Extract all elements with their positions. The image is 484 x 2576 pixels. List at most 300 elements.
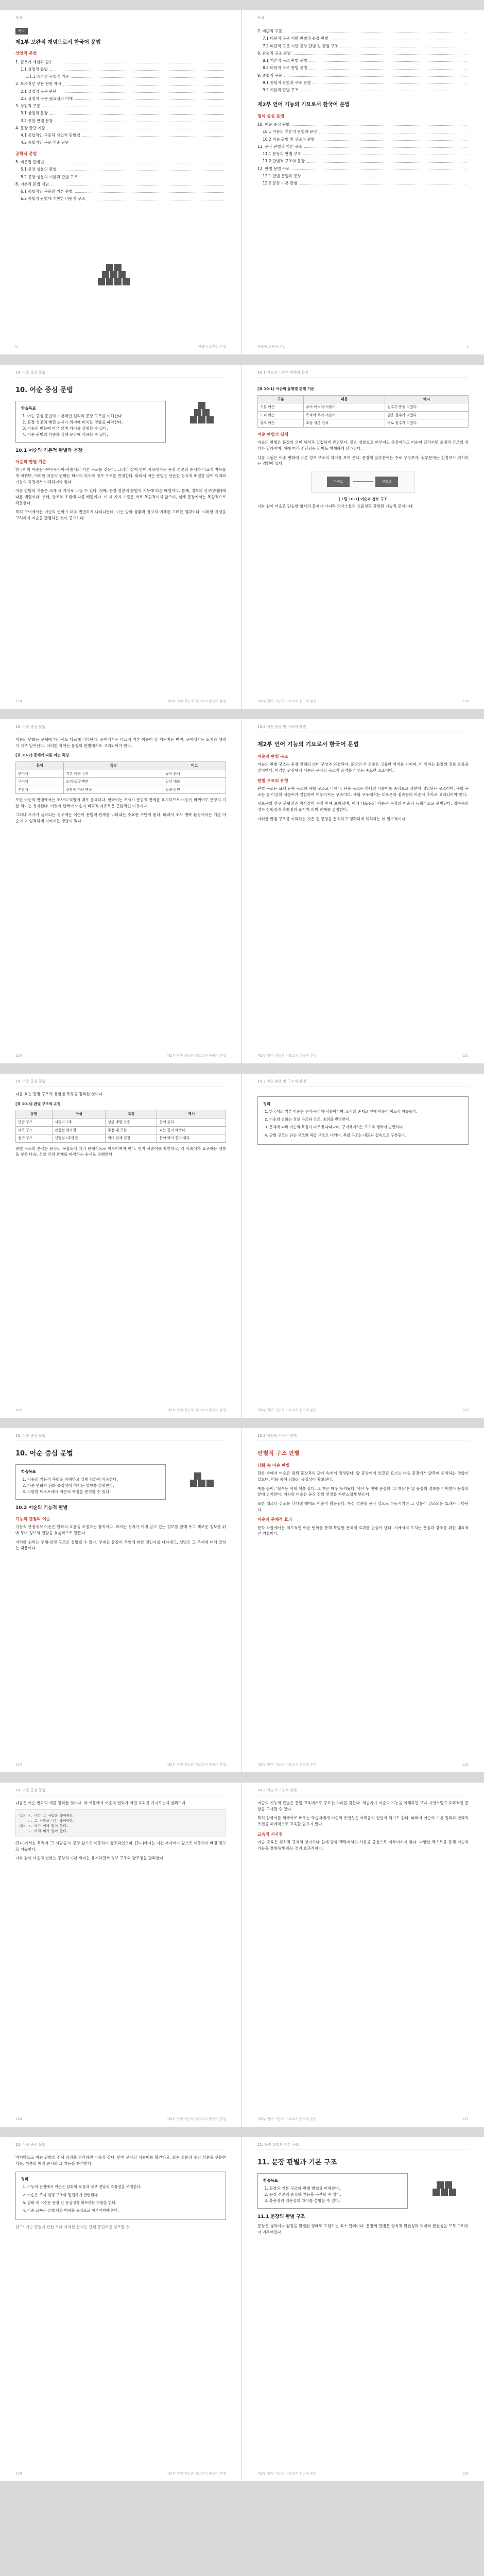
toc-leader-dots <box>46 159 224 163</box>
toc-item-label: 2.2 상업적 구문 필요성의 이해 <box>21 96 73 101</box>
toc-item <box>15 95 226 103</box>
table-cell: 도치·생략 빈번 <box>64 778 163 786</box>
figure-box: 신정보 <box>375 477 398 487</box>
paragraph: 문학 작품에서는 의도적인 어순 변화를 통해 특별한 문체적 효과를 만들어 낸다. 시에서의 도치는 운율과 강조를 위한 대표적인 기법이다. <box>257 1525 469 1536</box>
summary-title: 정리 <box>263 1101 270 1106</box>
page-footer: 제2부 언어 기능의 기요로서 한국어 문법 127 <box>257 2116 469 2121</box>
toc-leader-dots <box>292 165 466 170</box>
paragraph: 특히 한국어를 외국어로 배우는 학습자에게 어순의 유연성은 어려움의 원인이 되기도 한다. 따라서 어순의 기본 원리와 변화의 조건을 체계적으로 교육할 필요가 있다. <box>257 1816 469 1826</box>
toc-item <box>15 159 226 166</box>
note: 참고: 어순 판별에 관한 보다 자세한 논의는 관련 문법서를 참조할 것. <box>15 2225 131 2230</box>
table-header-row <box>16 762 226 770</box>
spread-ch10-e <box>0 1783 484 2127</box>
paragraph: 이와 같이 어순의 변화는 문장의 기본 의미는 유지하면서 정보 구조와 강조점을 달리한다. <box>15 1856 165 1861</box>
table-row <box>16 778 226 786</box>
running-header: 10.2 어순 판별 및 구조적 판별 <box>257 724 469 732</box>
table-header-cell: 특징 <box>64 762 163 770</box>
toc-list <box>15 159 226 203</box>
paragraph: 내포문의 경우 관형절과 명사절이 주절 안에 포함되며, 이때 내포문의 어순은 주절의 어순과 독립적으로 판별된다. 접속문의 경우 선행절과 후행절의 순서가 의미 관계를 결정한다. <box>257 801 469 812</box>
paragraph: 문장은 생각이나 감정을 완결된 형태로 표현하는 최소 단위이다. 문장의 판별은 형식적 완결성과 의미적 완결성을 모두 고려하여 이루어진다. <box>257 2224 469 2234</box>
subsection-heading: 어순과 판별 구조 <box>257 754 288 759</box>
example-line: (1) ㄱ. 나는 그 사람을 좋아한다. <box>19 1813 75 1818</box>
paragraph: 한국어의 어순은 주어-목적어-서술어의 기본 구조를 갖는다. 그러나 실제 언어 사용에서는 문장 성분의 순서가 비교적 자유롭게 바뀌며, 이러한 어순의 변화는 화자의 의도와 정보 구조를 반영한다. 따라서 어순 판별은 단순한 형식적 배열을 넘어 의미와 기능의 측면에서 이해되어야 한다. <box>15 467 226 484</box>
toc-item <box>257 180 469 187</box>
toc-leader-dots <box>71 139 224 144</box>
toc-item <box>257 165 469 173</box>
toc-leader-dots <box>71 73 224 78</box>
page-footer: 제2부 언어 기능의 기요로서 한국어 문법 129 <box>257 2471 469 2476</box>
learning-goals <box>257 2173 408 2209</box>
paragraph: 또한 어순의 판별에서는 조사의 역할이 매우 중요하다. 한국어는 조사가 문법적 관계를 표시하므로 어순이 바뀌어도 문장의 기본 의미는 유지된다. 이것이 한국어 어순이 비교적 자유로운 근본적인 이유이다. <box>15 798 226 808</box>
page-123 <box>242 1074 484 1418</box>
toc-leader-dots <box>87 195 224 200</box>
table-cell: 목적어-주어-서술어 <box>304 411 385 419</box>
paragraph: 다음은 어순 변화의 예를 정리한 것이다. 각 예문에서 어순의 변화가 어떤 효과를 가져오는지 살펴보자. <box>15 1801 187 1805</box>
list-item: 2. 문장 성분의 배열 순서가 의미에 미치는 영향을 파악한다. <box>27 419 160 426</box>
paragraph: 특히 구어에서는 어순의 변화가 더욱 빈번하게 나타나는데, 이는 발화 상황과 청자의 이해를 고려한 결과이다. 이러한 특성을 고려하여 어순을 판별하는 것이 중요하다. <box>15 510 226 520</box>
table-header-cell: 비고 <box>163 762 226 770</box>
toc-item-label: 9.1 종합적 판별과 구조 판별 <box>263 80 311 85</box>
list-item: 3. 담화 속 어순은 문장 간 응집성을 확보하는 역할을 한다. <box>27 2200 220 2206</box>
page-129 <box>242 2137 484 2481</box>
page-footer: 제2부 언어 기능의 기요로서 한국어 문법 119 <box>257 699 469 703</box>
running-header: 10. 어순 중심 문법 <box>15 1433 226 1441</box>
toc-item-label: 1.1.1 종류별 문법적 기준 <box>26 74 70 79</box>
toc-item <box>15 188 226 195</box>
toc-leader-dots <box>59 88 224 93</box>
toc-leader-dots <box>293 50 466 55</box>
toc-item-label: 8.2 비판적 구조 판별 문법 <box>263 65 307 71</box>
paragraph: 이와 같이 어순은 단순한 형식의 문제가 아니라 의사소통의 효율성과 관련된 기능적 문제이다. <box>257 503 414 509</box>
table-row <box>16 770 226 778</box>
page-122 <box>0 1074 242 1418</box>
toc-leader-dots <box>309 57 466 62</box>
paragraph: 어순의 변화는 문체에 따라서도 다르게 나타난다. 문어에서는 비교적 기본 어순이 잘 지켜지는 반면, 구어에서는 도치와 생략이 자주 일어난다. 이러한 차이는 문장의 판별에서도 고려되어야 한다. <box>15 737 226 748</box>
toc-item-label: 11.2 판별적 구조와 문장 <box>263 159 305 164</box>
toc-leader-dots <box>55 117 224 122</box>
toc-item <box>15 117 226 125</box>
running-header: 10. 어순 중심 문법 <box>15 1079 226 1087</box>
toc-leader-dots <box>301 87 466 91</box>
table-header-cell: 문체 <box>16 762 64 770</box>
list-item: 3. 문체에 따라 어순의 특징이 다르게 나타나며, 구어체에서는 도치와 생략이 빈번하다. <box>269 1124 463 1130</box>
spread-toc <box>0 10 484 354</box>
toc-item-label: 7. 비판적 구문 <box>257 29 283 33</box>
page-125 <box>242 1428 484 1772</box>
table-cell: 바로 철수가 먹었다. <box>385 419 469 428</box>
toc-item-label: 4.1 종합적인 구문과 상업적 판별법 <box>21 133 80 138</box>
example-line: ㄴ. 그 사람을 나는 좋아한다. <box>19 1818 75 1823</box>
toc-leader-dots <box>284 28 466 32</box>
list-item: 2. 어순은 주제-설명 구조와 밀접하게 관련된다. <box>27 2192 220 2198</box>
running-header: 10. 어순 중심 문법 <box>15 2142 226 2150</box>
page-footer: 128 제2부 언어 기능의 기요로서 한국어 문법 <box>15 2471 226 2476</box>
subsection-heading: 어순 판별의 실제 <box>257 432 288 437</box>
table-cell: 주절 내 포함 <box>106 1126 157 1134</box>
toc-leader-dots <box>319 128 466 133</box>
page-120 <box>0 719 242 1063</box>
running-header: 10. 어순 중심 문법 <box>15 1788 226 1795</box>
paragraph: 기능적 관점에서 어순은 담화의 흐름을 조절하는 장치이다. 화자는 청자가 이미 알고 있는 정보를 앞에 두고 새로운 정보를 뒤에 두어 정보의 전달을 효율적으로 만든다. <box>15 1524 226 1536</box>
toc-leader-dots <box>299 180 466 184</box>
running-header: 목차 <box>15 15 226 23</box>
toc-part-title: 제2부 언어 기능의 기요로서 한국어 문법 <box>257 102 350 108</box>
toc-item-label: 4. 문장 판단 기준 <box>15 125 45 130</box>
subsection-heading: 기능적 관점의 어순 <box>15 1517 50 1522</box>
list-item: 2. 어순 변화가 담화 응집성에 미치는 영향을 설명한다. <box>27 1483 160 1489</box>
spread-ch10-d <box>0 1428 484 1772</box>
goals-title: 학습목표 <box>263 2178 278 2183</box>
table-row <box>16 1126 226 1134</box>
toc-chip: 목차 <box>15 28 28 35</box>
goals-title: 학습목표 <box>21 406 36 411</box>
toc-item-label: 10.1 어순의 기본적 판별과 문장 <box>263 129 317 134</box>
paragraph: 다음 표는 판별 구조의 유형별 특징을 정리한 것이다. <box>15 1092 104 1096</box>
page-toc-left <box>0 10 242 354</box>
toc-item <box>15 66 226 73</box>
toc-leader-dots <box>292 121 466 126</box>
toc-item-label: 8. 판별적 구조 판별 <box>257 50 291 56</box>
paragraph: 어순의 기능적 판별은 문법 교육에서도 중요한 의미를 갖는다. 학습자가 어순의 기능을 이해하면 보다 자연스럽고 효과적인 문장을 구사할 수 있다. <box>257 1801 469 1811</box>
subsection-heading: 담화 속 어순 판별 <box>257 1463 290 1468</box>
table-cell: 피는 꽃이 예쁘다. <box>157 1126 226 1134</box>
toc-leader-dots <box>331 35 466 40</box>
toc-item-label: 9.2 기본적 판별 구조 <box>263 88 299 92</box>
list-item: 3. 다양한 텍스트에서 어순의 특징을 분석할 수 있다. <box>27 1489 160 1495</box>
running-header: 10. 어순 중심 문법 <box>15 370 226 378</box>
toc-item <box>257 43 469 50</box>
toc-item <box>257 72 469 79</box>
table-cell: 공식 문서 <box>163 770 226 778</box>
example-line: (2) ㄱ. 비가 어제 많이 왔다. <box>19 1823 68 1828</box>
chapter-title: 10. 어순 중심 문법 <box>15 1450 73 1458</box>
toc-leader-dots <box>284 72 466 77</box>
learning-goals <box>15 1464 166 1500</box>
toc-item <box>257 158 469 165</box>
page-footer: 124 제2부 언어 기능의 기요로서 한국어 문법 <box>15 1762 226 1767</box>
figure-caption: [그림 10-1] 어순과 정보 구조 <box>338 497 388 501</box>
toc-leader-dots <box>80 174 224 178</box>
toc-item-label: 5.2 문장 성분의 기본적 판별 구조 <box>21 174 78 179</box>
page-127 <box>242 1783 484 2127</box>
toc-item <box>257 28 469 35</box>
toc-item <box>15 125 226 132</box>
section-heading: 11.1 문장의 판별 구조 <box>257 2214 305 2220</box>
subsection-heading: 어순과 문체적 효과 <box>257 1517 292 1522</box>
toc-item-label: 9. 종합적 구문 <box>257 73 283 78</box>
toc-leader-dots <box>82 132 224 137</box>
page-footer: 126 제2부 언어 기능의 기요로서 한국어 문법 <box>15 2116 226 2121</box>
toc-item-label: 3.1 상업적 문장 <box>21 111 48 116</box>
cubes-illustration <box>93 258 144 294</box>
toc-item <box>257 121 469 128</box>
toc-leader-dots <box>50 110 224 114</box>
page-118 <box>0 365 242 709</box>
list-item: 4. 어순 판별의 기준을 실제 문장에 적용할 수 있다. <box>27 432 160 438</box>
table-cell: 구어체 <box>16 778 64 786</box>
paragraph: 다음 그림은 어순 변화에 따른 정보 구조의 차이를 보여 준다. 문장의 앞부분에는 주로 구정보가, 뒷부분에는 신정보가 위치하는 경향이 있다. <box>257 455 469 466</box>
toc-item <box>257 173 469 180</box>
list-item: 1. 기능적 관점에서 어순은 담화의 흐름과 정보 전달의 효율성을 조절한다. <box>27 2184 220 2190</box>
summary-list <box>263 1109 463 1138</box>
toc-leader-dots <box>340 43 466 47</box>
paragraph: 그러나 조사가 생략되는 경우에는 어순이 문법적 관계를 나타내는 주요한 수단이 된다. 따라서 조사 생략 환경에서는 기본 어순이 더 엄격하게 지켜지는 경향이 있다. <box>15 812 226 824</box>
paragraph: 예를 들어, '철수는 어제 책을 샀다. 그 책은 매우 두꺼웠다.'에서 두 번째 문장의 '그 책은'은 앞 문장의 정보를 이어받아 문장의 앞에 위치한다. 이처럼 어순은 문장 간의 연결을 자연스럽게 만든다. <box>257 1486 469 1497</box>
toc-leader-dots <box>303 150 466 155</box>
toc-item <box>15 73 226 80</box>
toc-item <box>257 87 469 94</box>
toc-leader-dots <box>42 103 224 107</box>
toc-item <box>15 59 226 66</box>
toc-item <box>257 50 469 57</box>
list-item: 1. 한국어의 기본 어순은 주어-목적어-서술어이며, 조사의 존재로 인해 어순이 비교적 자유롭다. <box>269 1109 463 1114</box>
toc-item <box>257 57 469 64</box>
goals-list <box>263 2185 402 2204</box>
table-cell: 꽃이 핀다. <box>157 1118 226 1127</box>
paragraph: 또한 대조나 강조를 나타낼 때에도 어순이 활용된다. 특정 성분을 문장 앞으로 이동시키면 그 성분이 강조되는 효과가 나타난다. <box>257 1501 469 1512</box>
goals-list <box>21 413 160 438</box>
table-cell: 일상 대화 <box>163 778 226 786</box>
toc-leader-dots <box>304 143 466 148</box>
page-121 <box>242 719 484 1063</box>
table-row <box>16 1134 226 1143</box>
table-header-cell: 구분 <box>258 395 304 403</box>
table-caption: [표 10-2] 문체에 따른 어순 특징 <box>15 753 69 758</box>
table-cell: 주어-목적어-서술어 <box>304 403 385 412</box>
toc-leader-dots <box>307 158 466 162</box>
example-block <box>15 1809 226 1837</box>
toc-item <box>15 110 226 117</box>
paragraph: 어순의 판별은 문장의 의미 해석과 밀접하게 관련된다. 같은 성분으로 이루어진 문장이라도 어순이 달라지면 초점과 강조의 위치가 달라지며, 이에 따라 전달되는 의미도 미세하게 달라진다. <box>257 440 469 451</box>
page-toc-right <box>242 10 484 354</box>
toc-item <box>257 35 469 42</box>
chapter-title: 11. 문장 판별과 기본 구조 <box>257 2159 337 2166</box>
chapter-title: 10. 어순 중심 문법 <box>15 386 73 394</box>
toc-item-label: 1.1 상업적 문법 <box>21 66 48 72</box>
running-header: 10. 어순 중심 문법 <box>15 724 226 732</box>
table-header-cell: 내용 <box>304 395 385 403</box>
table-cell: 서술어 1개 <box>53 1118 106 1127</box>
list-item: 1. 문장의 기본 구조와 판별 방법을 이해한다. <box>269 2185 402 2192</box>
example-line: ㄴ. 어제 비가 많이 왔다. <box>19 1828 68 1833</box>
toc-leader-dots <box>313 79 466 84</box>
toc-list <box>257 121 469 187</box>
spread-ch10-c <box>0 1074 484 1418</box>
toc-item-label: 12.1 판별 문법과 문장 <box>263 173 301 178</box>
toc-list <box>257 28 469 94</box>
toc-leader-dots <box>303 173 466 177</box>
page-footer: 한국어 보완적 문법 v <box>257 344 469 349</box>
toc-item-label: 11.1 문장의 판별 구조 <box>263 151 301 157</box>
table-cell: 철수가 밥을 먹었다. <box>385 403 469 412</box>
toc-leader-dots <box>47 125 224 129</box>
toc-item-label: 2. 보조적인 구문 판단 제시 <box>15 81 62 87</box>
toc-section: 형식 중심 문법 <box>257 113 284 118</box>
toc-item-label: 5.1 문장 성분의 판별 <box>21 167 57 172</box>
toc-item-label: 7.2 비판적 구문 기반 문장 판별 및 판별 구조 <box>263 43 338 48</box>
figure-box: 구정보 <box>327 477 350 487</box>
toc-leader-dots <box>317 136 466 141</box>
table-cell: 문어체 <box>16 770 64 778</box>
toc-part-title: 제1부 보완적 개념으로서 한국어 문법 <box>15 39 101 45</box>
toc-item-label: 12.2 문장 기본 판별 <box>263 181 298 186</box>
subsection-heading: 판별 구조의 유형 <box>257 778 288 783</box>
table-cell: 혼합체 <box>16 786 64 794</box>
toc-section: 공학식 문법 <box>15 151 37 156</box>
toc-leader-dots <box>55 59 224 63</box>
toc-item-label: 10.2 어순 판별 및 구조적 판별 <box>263 137 315 142</box>
page-footer: 118 제2부 언어 기능의 기요로서 한국어 문법 <box>15 699 226 703</box>
toc-item-label: 10. 어순 중심 문법 <box>257 122 290 127</box>
list-item: 4. 어순 교육은 실제 담화 맥락을 중심으로 이루어져야 한다. <box>27 2208 220 2213</box>
cubes-illustration <box>417 2168 469 2204</box>
page-footer: 120 제2부 언어 기능의 기요로서 한국어 문법 <box>15 1053 226 1058</box>
running-header: 11. 문장 판별과 기본 구조 <box>257 2142 469 2150</box>
table-header-cell: 예시 <box>385 395 469 403</box>
page-119 <box>242 365 484 709</box>
paragraph: 어순 판별의 기준은 크게 세 가지로 나눌 수 있다. 첫째, 문장 성분의 문법적 기능에 따른 배열이다. 둘째, 정보의 신구(新舊)에 따른 배열이다. 셋째, 강조와 초점에 따른 배열이다. 이 세 가지 기준은 서로 독립적이지 않으며, 실제 문장에서는 복합적으로 작용한다. <box>15 488 226 505</box>
table-cell: 단순 구조 <box>16 1118 53 1127</box>
paragraph: 마지막으로 어순 판별의 전체 과정을 정리하면 다음과 같다. 먼저 문장의 서술어를 확인하고, 필수 성분과 수의 성분을 구분한 다음, 성분의 배열 순서와 그 기능을 분석한다. <box>15 2155 226 2166</box>
table-row <box>16 786 226 794</box>
subsection-heading: 어순의 판별 기준 <box>15 460 46 465</box>
paragraph: 어순 교육은 형식적 규칙의 암기보다 실제 담화 맥락에서의 사용을 중심으로 이루어져야 한다. 다양한 텍스트를 통해 어순의 기능을 경험하게 하는 것이 효과적이다. <box>257 1839 469 1851</box>
spread-ch10-b <box>0 719 484 1063</box>
toc-item <box>257 150 469 158</box>
table-cell: 방송·강연 <box>163 786 226 794</box>
toc-item <box>257 136 469 143</box>
toc-item-label: 5. 비문법 판별법 <box>15 160 44 165</box>
table-cell: 관형절·명사절 <box>53 1126 106 1134</box>
table-cell: 밥을 철수가 먹었다. <box>385 411 469 419</box>
table-cell: 의미 관계 결정 <box>106 1134 157 1143</box>
running-header: 10.2 어순의 기능적 판별 <box>257 1433 469 1441</box>
page-footer: 제2부 언어 기능의 기요로서 한국어 문법 125 <box>257 1762 469 1767</box>
toc-item-label: 4.2 종합적인 구문 기준 판단 <box>21 140 69 145</box>
spread-ch11 <box>0 2137 484 2481</box>
toc-item-label: 1. 글쓰기 개념과 필수 <box>15 59 53 64</box>
list-item: 1. 어순 중심 문법의 기본적인 원리와 문장 구조를 이해한다. <box>27 413 160 419</box>
table-row <box>258 403 469 412</box>
cubes-illustration <box>175 396 226 432</box>
paragraph: (1ㄴ)에서는 목적어 '그 사람을'이 문장 앞으로 이동하여 강조되었으며, (2ㄴ)에서는 시간 부사어가 앞으로 이동하여 배경 정보로 기능한다. <box>15 1840 226 1852</box>
toc-item <box>15 195 226 202</box>
table-cell: 성분 배열 단순 <box>106 1118 157 1127</box>
table-header-cell: 유형 <box>16 1110 53 1118</box>
data-table <box>257 395 469 428</box>
goals-list <box>21 1477 160 1495</box>
data-table <box>15 1110 226 1142</box>
toc-item-label: 2.1 상업적 구문 판단 <box>21 89 57 94</box>
arrow-line <box>353 481 373 482</box>
toc-leader-dots <box>309 64 466 69</box>
list-item: 4. 판별 구조는 단순 구조와 복합 구조로 나뉘며, 복합 구조는 내포와 접속으로 구분된다. <box>269 1132 463 1138</box>
table-caption: [표 10-1] 어순의 유형별 판별 기준 <box>257 387 315 391</box>
toc-item-label: 11. 문장 판별과 기본 구조 <box>257 144 302 149</box>
table-cell: 봄이 와서 꽃이 핀다. <box>157 1134 226 1143</box>
toc-item-label: 3.2 종합 판별 문장 <box>21 118 53 123</box>
page-126 <box>0 1783 242 2127</box>
toc-list <box>15 59 226 147</box>
toc-item-label: 3. 상업적 구문 <box>15 104 41 109</box>
section-heading: 10.2 어순의 기능적 판별 <box>15 1505 68 1511</box>
page-128 <box>0 2137 242 2481</box>
page-footer: 122 제2부 언어 기능의 기요로서 한국어 문법 <box>15 1408 226 1412</box>
paragraph: 어순의 판별 구조는 문장 전체의 의미 구성과 연결된다. 문장의 각 성분은 고유한 위치를 가지며, 이 위치는 문장의 정보 흐름을 결정한다. 이러한 관점에서 어순은 문장의 구조적 골격을 이루는 중요한 요소이다. <box>257 762 469 773</box>
toc-item <box>257 79 469 87</box>
section-heading: 10.1 어순의 기본적 판별과 문장 <box>15 448 83 454</box>
toc-leader-dots <box>50 66 224 71</box>
toc-item <box>15 174 226 181</box>
paragraph: 판별 구조의 분석은 문장의 복잡도에 따라 단계적으로 이루어져야 한다. 먼저 서술어를 확인하고, 각 서술어가 요구하는 성분을 찾은 다음, 성분 간의 관계를 파악하는 순서로 진행한다. <box>15 1146 226 1157</box>
list-item: 2. 문장 성분의 종류와 기능을 구분할 수 있다. <box>269 2192 402 2198</box>
toc-leader-dots <box>51 181 224 185</box>
page-footer: 제2부 언어 기능의 기요로서 한국어 문법 123 <box>257 1408 469 1412</box>
cubes-illustration <box>175 1459 226 1495</box>
page-124 <box>0 1428 242 1772</box>
toc-leader-dots <box>63 80 224 85</box>
table-header-cell: 특징 <box>106 1110 157 1118</box>
toc-item-label: 7.1 비판적 구문 기반 판별과 문장 판별 <box>263 36 329 41</box>
data-table <box>15 761 226 794</box>
toc-item <box>15 166 226 173</box>
toc-item-label: 6.2 종합적 판별에 기반한 비판적 구조 <box>21 196 85 201</box>
toc-leader-dots <box>75 188 224 193</box>
paragraph: 이러한 원리는 주제-설명 구조로 설명될 수 있다. 주제는 문장이 무엇에 대한 것인지를 나타내고, 설명은 그 주제에 대해 말하는 내용이다. <box>15 1539 226 1551</box>
table-cell: 기본 어순 <box>258 403 304 412</box>
table-cell: 초점 성분 전치 <box>304 419 385 428</box>
list-item: 2. 어순의 변화는 정보 구조와 강조, 초점을 반영한다. <box>269 1116 463 1122</box>
page-footer: 제2부 언어 기능의 기요로서 한국어 문법 121 <box>257 1053 469 1058</box>
toc-item <box>257 64 469 72</box>
toc-item-label: 6.1 종합적인 구문의 기본 판별 <box>21 189 73 194</box>
toc-section: 상업적 문법 <box>15 51 37 56</box>
summary-box <box>15 2172 226 2220</box>
part-title: 제2부 언어 기능의 기요로서 한국어 문법 <box>257 741 359 748</box>
paragraph: 이러한 판별 구조를 이해하는 것은 긴 문장을 분석하고 정확하게 해석하는 데 필수적이다. <box>257 816 407 821</box>
table-cell: 내포 구조 <box>16 1126 53 1134</box>
paragraph: 담화 속에서 어순은 앞뒤 문장과의 관계 속에서 결정된다. 앞 문장에서 언급된 요소는 다음 문장에서 앞쪽에 위치하는 경향이 있으며, 이를 통해 담화의 응집성이 확보된다. <box>257 1471 469 1482</box>
table-cell: 접속 구조 <box>16 1134 53 1143</box>
toc-leader-dots <box>59 166 224 171</box>
toc-item <box>15 80 226 88</box>
subsection-heading: 교육적 시사점 <box>257 1832 283 1837</box>
toc-item <box>257 128 469 135</box>
goals-title: 학습목표 <box>21 1469 36 1475</box>
running-header: 10.2 어순 판별 및 구조적 판별 <box>257 1079 469 1087</box>
figure-info-structure <box>311 471 415 493</box>
table-cell: 선행절+후행절 <box>53 1134 106 1143</box>
list-item: 1. 어순의 기능적 측면을 이해하고 실제 담화에 적용한다. <box>27 1477 160 1483</box>
summary-list <box>21 2184 220 2213</box>
paragraph: 판별 구조는 크게 단순 구조와 복합 구조로 나뉜다. 단순 구조는 하나의 서술어를 중심으로 성분이 배열되는 구조이며, 복합 구조는 둘 이상의 서술어가 결합하여 이루어지는 구조이다. 복합 구조에서는 내포문과 접속문의 어순이 추가로 고려되어야 한다. <box>257 786 469 797</box>
table-cell: 도치 어순 <box>258 411 304 419</box>
table-row <box>258 411 469 419</box>
page-footer: iv 한국어 보완적 문법 <box>15 344 226 349</box>
summary-box <box>257 1096 469 1145</box>
toc-item <box>15 88 226 95</box>
list-item: 3. 어순의 변화에 따른 의미 차이를 설명할 수 있다. <box>27 426 160 432</box>
toc-item <box>15 103 226 110</box>
toc-leader-dots <box>75 95 224 100</box>
table-header-cell: 예시 <box>157 1110 226 1118</box>
running-header: 목차 <box>257 15 469 23</box>
toc-item <box>15 139 226 146</box>
learning-goals <box>15 401 166 443</box>
toc-item-label: 6. 기본적 문법 개념 <box>15 181 49 187</box>
list-item: 3. 홑문장과 겹문장의 차이를 설명할 수 있다. <box>269 2198 402 2204</box>
running-header: 10.1 어순의 기본적 판별과 문장 <box>257 370 469 378</box>
